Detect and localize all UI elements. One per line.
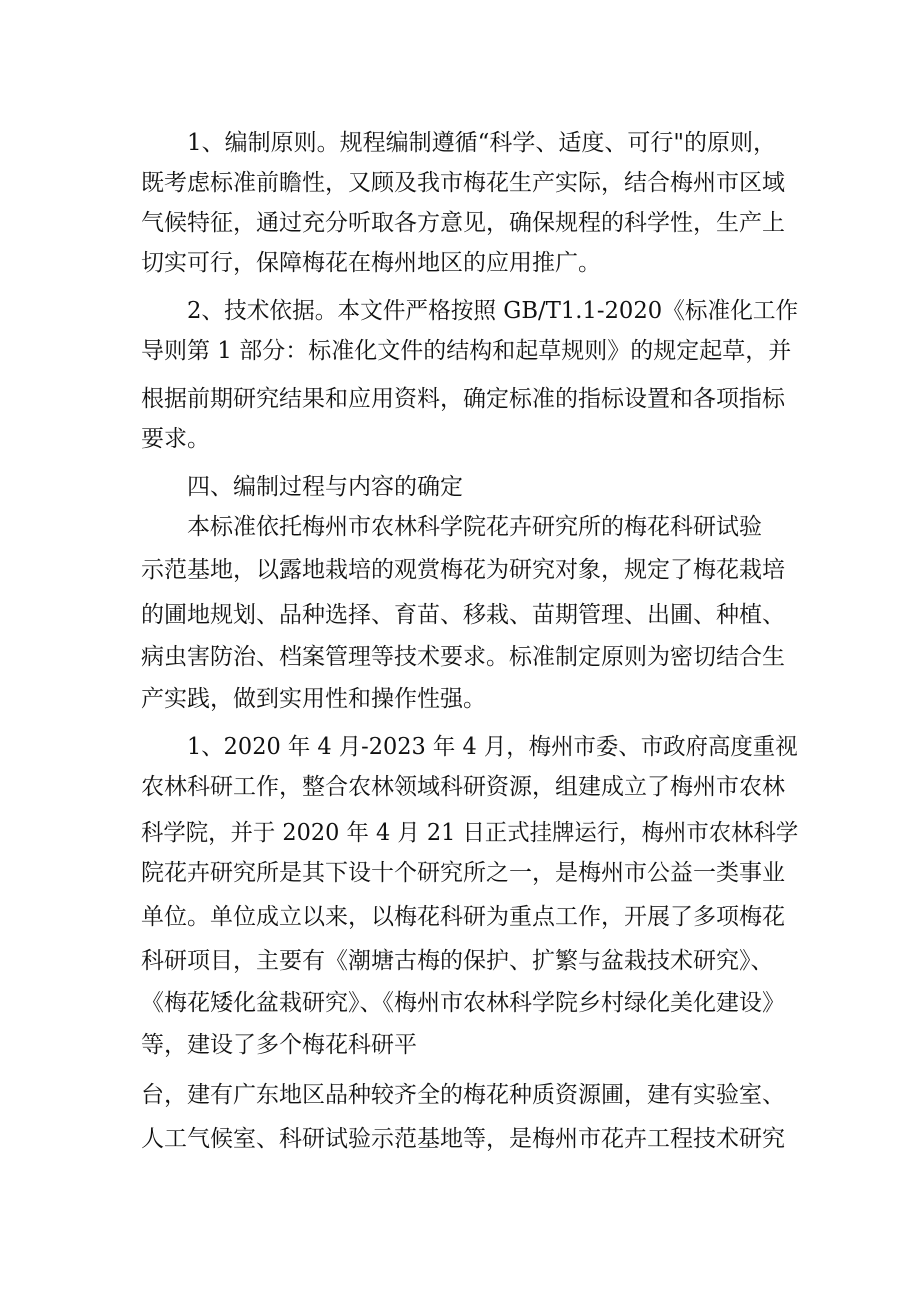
text-line: 农林科研工作，整合农林领域科研资源，组建成立了梅州市农林: [141, 774, 785, 800]
text-line: 等，建设了多个梅花科研平: [141, 1032, 417, 1058]
text-line: 要求。: [141, 426, 210, 452]
section-heading: 四、编制过程与内容的确定: [187, 474, 463, 500]
text-line: 导则第 1 部分：标准化文件的结构和起草规则》的规定起草，并: [141, 338, 792, 364]
text-line: 台，建有广东地区品种较齐全的梅花种质资源圃，建有实验室、: [141, 1082, 785, 1108]
text-line: 科学院，并于 2020 年 4 月 21 日正式挂牌运行，梅州市农林科学: [141, 820, 799, 846]
text-line: 1、2020 年 4 月-2023 年 4 月，梅州市委、市政府高度重视: [187, 734, 798, 760]
text-line: 示范基地，以露地栽培的观赏梅花为研究对象，规定了梅花栽培: [141, 557, 785, 583]
text-line: 院花卉研究所是其下设十个研究所之一，是梅州市公益一类事业: [141, 860, 785, 886]
text-line: 单位。单位成立以来，以梅花科研为重点工作，开展了多项梅花: [141, 904, 785, 930]
text-line: 气候特征，通过充分听取各方意见，确保规程的科学性，生产上: [141, 210, 785, 236]
text-line: 人工气候室、科研试验示范基地等，是梅州市花卉工程技术研究: [141, 1126, 785, 1152]
text-line: 科研项目，主要有《潮塘古梅的保护、扩繁与盆栽技术研究》、: [141, 948, 774, 974]
text-line: 1、编制原则。规程编制遵循“科学、适度、可行"的原则，: [187, 130, 776, 156]
text-line: 切实可行，保障梅花在梅州地区的应用推广。: [141, 250, 601, 276]
text-line: 根据前期研究结果和应用资料，确定标准的指标设置和各项指标: [141, 386, 785, 412]
text-line: 病虫害防治、档案管理等技术要求。标准制定原则为密切结合生: [141, 644, 785, 670]
text-line: 2、技术依据。本文件严格按照 GB/T1.1-2020《标准化工作: [187, 298, 799, 324]
text-line: 本标准依托梅州市农林科学院花卉研究所的梅花科研试验: [187, 514, 762, 540]
text-line: 产实践，做到实用性和操作性强。: [141, 686, 486, 712]
text-line: 《梅花矮化盆栽研究》、《梅州市农林科学院乡村绿化美化建设》: [141, 990, 785, 1016]
text-line: 的圃地规划、品种选择、育苗、移栽、苗期管理、出圃、种植、: [141, 602, 785, 628]
text-line: 既考虑标准前瞻性，又顾及我市梅花生产实际，结合梅州市区域: [141, 170, 785, 196]
